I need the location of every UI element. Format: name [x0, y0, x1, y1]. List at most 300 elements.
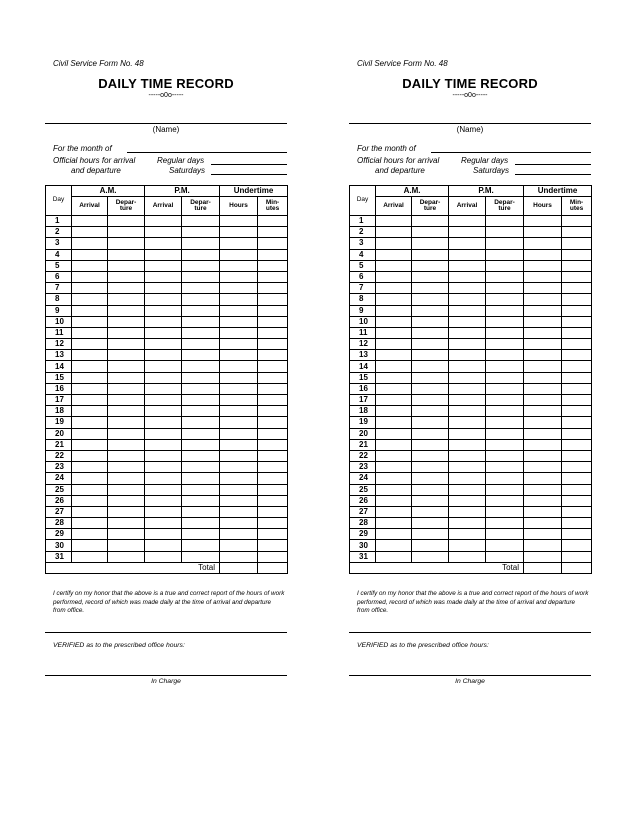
pm-arrival-cell[interactable]	[449, 406, 486, 417]
undertime-hours-cell[interactable]	[524, 294, 562, 305]
undertime-hours-cell[interactable]	[524, 439, 562, 450]
undertime-hours-cell[interactable]	[220, 350, 258, 361]
am-arrival-cell[interactable]	[72, 294, 108, 305]
am-arrival-cell[interactable]	[376, 450, 412, 461]
undertime-hours-cell[interactable]	[220, 462, 258, 473]
pm-departure-cell[interactable]	[486, 350, 524, 361]
pm-arrival-cell[interactable]	[145, 495, 182, 506]
am-arrival-cell[interactable]	[72, 518, 108, 529]
pm-departure-cell[interactable]	[486, 294, 524, 305]
am-departure-cell[interactable]	[108, 216, 145, 227]
am-departure-cell[interactable]	[108, 238, 145, 249]
am-arrival-cell[interactable]	[376, 227, 412, 238]
undertime-hours-cell[interactable]	[220, 339, 258, 350]
am-departure-cell[interactable]	[108, 350, 145, 361]
pm-departure-cell[interactable]	[182, 339, 220, 350]
undertime-minutes-cell[interactable]	[258, 495, 288, 506]
undertime-hours-cell[interactable]	[524, 238, 562, 249]
undertime-minutes-cell[interactable]	[258, 361, 288, 372]
pm-departure-cell[interactable]	[182, 271, 220, 282]
undertime-hours-cell[interactable]	[524, 395, 562, 406]
am-departure-cell[interactable]	[108, 495, 145, 506]
pm-departure-cell[interactable]	[486, 473, 524, 484]
total-minutes-cell[interactable]	[258, 562, 288, 573]
am-departure-cell[interactable]	[108, 327, 145, 338]
am-arrival-cell[interactable]	[376, 305, 412, 316]
pm-arrival-cell[interactable]	[449, 428, 486, 439]
am-departure-cell[interactable]	[108, 462, 145, 473]
undertime-hours-cell[interactable]	[524, 249, 562, 260]
pm-departure-cell[interactable]	[486, 529, 524, 540]
pm-arrival-cell[interactable]	[449, 506, 486, 517]
undertime-hours-cell[interactable]	[220, 495, 258, 506]
am-arrival-cell[interactable]	[72, 506, 108, 517]
am-departure-cell[interactable]	[412, 350, 449, 361]
undertime-minutes-cell[interactable]	[258, 260, 288, 271]
am-arrival-cell[interactable]	[72, 439, 108, 450]
am-departure-cell[interactable]	[412, 484, 449, 495]
undertime-hours-cell[interactable]	[220, 271, 258, 282]
am-arrival-cell[interactable]	[376, 383, 412, 394]
am-arrival-cell[interactable]	[72, 283, 108, 294]
undertime-minutes-cell[interactable]	[562, 294, 592, 305]
am-departure-cell[interactable]	[412, 417, 449, 428]
undertime-hours-cell[interactable]	[524, 529, 562, 540]
pm-arrival-cell[interactable]	[449, 540, 486, 551]
am-departure-cell[interactable]	[412, 305, 449, 316]
undertime-hours-cell[interactable]	[220, 249, 258, 260]
pm-arrival-cell[interactable]	[449, 439, 486, 450]
undertime-minutes-cell[interactable]	[258, 506, 288, 517]
in-charge-signature-line[interactable]	[45, 675, 287, 676]
pm-departure-cell[interactable]	[486, 540, 524, 551]
am-departure-cell[interactable]	[108, 339, 145, 350]
am-departure-cell[interactable]	[108, 249, 145, 260]
undertime-hours-cell[interactable]	[524, 551, 562, 562]
am-arrival-cell[interactable]	[72, 462, 108, 473]
undertime-minutes-cell[interactable]	[562, 216, 592, 227]
am-arrival-cell[interactable]	[72, 417, 108, 428]
pm-departure-cell[interactable]	[182, 518, 220, 529]
pm-arrival-cell[interactable]	[449, 361, 486, 372]
undertime-hours-cell[interactable]	[220, 551, 258, 562]
undertime-minutes-cell[interactable]	[562, 417, 592, 428]
pm-departure-cell[interactable]	[486, 518, 524, 529]
am-departure-cell[interactable]	[108, 506, 145, 517]
undertime-hours-cell[interactable]	[524, 227, 562, 238]
am-arrival-cell[interactable]	[376, 294, 412, 305]
saturdays-field-line[interactable]	[211, 174, 287, 175]
am-departure-cell[interactable]	[108, 529, 145, 540]
undertime-hours-cell[interactable]	[524, 372, 562, 383]
am-departure-cell[interactable]	[108, 260, 145, 271]
pm-departure-cell[interactable]	[486, 462, 524, 473]
am-departure-cell[interactable]	[412, 551, 449, 562]
pm-arrival-cell[interactable]	[145, 339, 182, 350]
pm-departure-cell[interactable]	[182, 495, 220, 506]
pm-arrival-cell[interactable]	[145, 238, 182, 249]
undertime-hours-cell[interactable]	[220, 305, 258, 316]
am-arrival-cell[interactable]	[376, 417, 412, 428]
pm-arrival-cell[interactable]	[145, 327, 182, 338]
undertime-minutes-cell[interactable]	[258, 238, 288, 249]
pm-arrival-cell[interactable]	[145, 350, 182, 361]
am-arrival-cell[interactable]	[376, 238, 412, 249]
am-arrival-cell[interactable]	[72, 271, 108, 282]
am-departure-cell[interactable]	[412, 383, 449, 394]
pm-departure-cell[interactable]	[182, 506, 220, 517]
pm-departure-cell[interactable]	[486, 551, 524, 562]
am-arrival-cell[interactable]	[376, 439, 412, 450]
pm-departure-cell[interactable]	[182, 294, 220, 305]
undertime-minutes-cell[interactable]	[562, 540, 592, 551]
am-arrival-cell[interactable]	[72, 395, 108, 406]
am-departure-cell[interactable]	[412, 473, 449, 484]
pm-arrival-cell[interactable]	[449, 238, 486, 249]
am-arrival-cell[interactable]	[72, 327, 108, 338]
undertime-hours-cell[interactable]	[220, 327, 258, 338]
am-departure-cell[interactable]	[108, 395, 145, 406]
undertime-hours-cell[interactable]	[524, 406, 562, 417]
am-departure-cell[interactable]	[412, 506, 449, 517]
am-departure-cell[interactable]	[412, 283, 449, 294]
undertime-minutes-cell[interactable]	[258, 428, 288, 439]
undertime-hours-cell[interactable]	[524, 283, 562, 294]
am-arrival-cell[interactable]	[376, 529, 412, 540]
pm-departure-cell[interactable]	[182, 249, 220, 260]
regular-days-field-line[interactable]	[515, 164, 591, 165]
pm-arrival-cell[interactable]	[145, 518, 182, 529]
undertime-minutes-cell[interactable]	[562, 249, 592, 260]
undertime-hours-cell[interactable]	[524, 350, 562, 361]
undertime-minutes-cell[interactable]	[258, 529, 288, 540]
pm-arrival-cell[interactable]	[449, 271, 486, 282]
pm-departure-cell[interactable]	[182, 238, 220, 249]
am-departure-cell[interactable]	[108, 417, 145, 428]
undertime-hours-cell[interactable]	[220, 383, 258, 394]
am-arrival-cell[interactable]	[376, 428, 412, 439]
am-departure-cell[interactable]	[108, 316, 145, 327]
undertime-hours-cell[interactable]	[524, 339, 562, 350]
am-arrival-cell[interactable]	[376, 271, 412, 282]
undertime-hours-cell[interactable]	[220, 406, 258, 417]
pm-departure-cell[interactable]	[182, 305, 220, 316]
am-arrival-cell[interactable]	[72, 238, 108, 249]
pm-arrival-cell[interactable]	[449, 417, 486, 428]
pm-arrival-cell[interactable]	[449, 518, 486, 529]
am-arrival-cell[interactable]	[72, 495, 108, 506]
am-arrival-cell[interactable]	[376, 339, 412, 350]
pm-arrival-cell[interactable]	[145, 361, 182, 372]
pm-arrival-cell[interactable]	[449, 462, 486, 473]
undertime-hours-cell[interactable]	[220, 260, 258, 271]
pm-departure-cell[interactable]	[486, 238, 524, 249]
pm-departure-cell[interactable]	[182, 260, 220, 271]
am-arrival-cell[interactable]	[72, 216, 108, 227]
pm-departure-cell[interactable]	[486, 439, 524, 450]
pm-arrival-cell[interactable]	[145, 551, 182, 562]
am-arrival-cell[interactable]	[376, 518, 412, 529]
pm-arrival-cell[interactable]	[449, 484, 486, 495]
pm-arrival-cell[interactable]	[145, 417, 182, 428]
saturdays-field-line[interactable]	[515, 174, 591, 175]
am-departure-cell[interactable]	[412, 294, 449, 305]
undertime-minutes-cell[interactable]	[562, 518, 592, 529]
undertime-minutes-cell[interactable]	[258, 327, 288, 338]
am-departure-cell[interactable]	[412, 540, 449, 551]
undertime-minutes-cell[interactable]	[258, 395, 288, 406]
pm-arrival-cell[interactable]	[449, 227, 486, 238]
undertime-minutes-cell[interactable]	[258, 271, 288, 282]
undertime-minutes-cell[interactable]	[258, 518, 288, 529]
pm-departure-cell[interactable]	[182, 283, 220, 294]
undertime-hours-cell[interactable]	[524, 506, 562, 517]
pm-departure-cell[interactable]	[182, 372, 220, 383]
undertime-hours-cell[interactable]	[220, 238, 258, 249]
am-arrival-cell[interactable]	[72, 473, 108, 484]
undertime-hours-cell[interactable]	[220, 361, 258, 372]
am-departure-cell[interactable]	[412, 518, 449, 529]
undertime-hours-cell[interactable]	[524, 327, 562, 338]
undertime-hours-cell[interactable]	[524, 361, 562, 372]
pm-departure-cell[interactable]	[486, 316, 524, 327]
am-departure-cell[interactable]	[108, 372, 145, 383]
am-departure-cell[interactable]	[108, 518, 145, 529]
undertime-minutes-cell[interactable]	[258, 417, 288, 428]
am-departure-cell[interactable]	[108, 406, 145, 417]
pm-arrival-cell[interactable]	[449, 249, 486, 260]
am-arrival-cell[interactable]	[72, 249, 108, 260]
am-departure-cell[interactable]	[412, 428, 449, 439]
undertime-hours-cell[interactable]	[524, 260, 562, 271]
am-departure-cell[interactable]	[108, 439, 145, 450]
am-departure-cell[interactable]	[108, 473, 145, 484]
am-arrival-cell[interactable]	[376, 484, 412, 495]
undertime-hours-cell[interactable]	[220, 417, 258, 428]
undertime-hours-cell[interactable]	[524, 305, 562, 316]
undertime-minutes-cell[interactable]	[258, 372, 288, 383]
undertime-hours-cell[interactable]	[524, 473, 562, 484]
am-arrival-cell[interactable]	[376, 551, 412, 562]
am-departure-cell[interactable]	[412, 439, 449, 450]
am-departure-cell[interactable]	[412, 216, 449, 227]
pm-arrival-cell[interactable]	[145, 383, 182, 394]
pm-arrival-cell[interactable]	[449, 495, 486, 506]
pm-departure-cell[interactable]	[182, 428, 220, 439]
undertime-minutes-cell[interactable]	[562, 395, 592, 406]
pm-arrival-cell[interactable]	[449, 305, 486, 316]
am-arrival-cell[interactable]	[72, 529, 108, 540]
undertime-minutes-cell[interactable]	[258, 439, 288, 450]
pm-arrival-cell[interactable]	[449, 395, 486, 406]
am-arrival-cell[interactable]	[72, 372, 108, 383]
total-minutes-cell[interactable]	[562, 562, 592, 573]
am-departure-cell[interactable]	[412, 316, 449, 327]
month-field-line[interactable]	[127, 152, 287, 153]
am-arrival-cell[interactable]	[72, 260, 108, 271]
pm-arrival-cell[interactable]	[145, 227, 182, 238]
undertime-hours-cell[interactable]	[524, 518, 562, 529]
undertime-hours-cell[interactable]	[524, 484, 562, 495]
pm-arrival-cell[interactable]	[145, 283, 182, 294]
undertime-minutes-cell[interactable]	[258, 473, 288, 484]
undertime-minutes-cell[interactable]	[258, 339, 288, 350]
undertime-minutes-cell[interactable]	[562, 316, 592, 327]
pm-arrival-cell[interactable]	[449, 529, 486, 540]
undertime-hours-cell[interactable]	[220, 450, 258, 461]
pm-departure-cell[interactable]	[182, 551, 220, 562]
am-departure-cell[interactable]	[412, 395, 449, 406]
am-departure-cell[interactable]	[108, 294, 145, 305]
am-arrival-cell[interactable]	[376, 350, 412, 361]
am-departure-cell[interactable]	[412, 227, 449, 238]
am-departure-cell[interactable]	[412, 238, 449, 249]
pm-departure-cell[interactable]	[486, 260, 524, 271]
undertime-minutes-cell[interactable]	[258, 484, 288, 495]
undertime-minutes-cell[interactable]	[258, 283, 288, 294]
name-field-line[interactable]	[45, 123, 287, 124]
am-departure-cell[interactable]	[412, 361, 449, 372]
am-departure-cell[interactable]	[412, 249, 449, 260]
pm-arrival-cell[interactable]	[449, 473, 486, 484]
pm-departure-cell[interactable]	[486, 339, 524, 350]
pm-departure-cell[interactable]	[182, 417, 220, 428]
pm-departure-cell[interactable]	[182, 529, 220, 540]
undertime-minutes-cell[interactable]	[562, 529, 592, 540]
undertime-minutes-cell[interactable]	[258, 249, 288, 260]
undertime-minutes-cell[interactable]	[562, 339, 592, 350]
month-field-line[interactable]	[431, 152, 591, 153]
pm-departure-cell[interactable]	[486, 428, 524, 439]
undertime-hours-cell[interactable]	[524, 417, 562, 428]
pm-departure-cell[interactable]	[486, 249, 524, 260]
undertime-minutes-cell[interactable]	[562, 227, 592, 238]
pm-arrival-cell[interactable]	[145, 406, 182, 417]
undertime-minutes-cell[interactable]	[562, 327, 592, 338]
undertime-minutes-cell[interactable]	[258, 305, 288, 316]
undertime-minutes-cell[interactable]	[562, 551, 592, 562]
undertime-minutes-cell[interactable]	[562, 450, 592, 461]
pm-departure-cell[interactable]	[182, 216, 220, 227]
pm-arrival-cell[interactable]	[449, 551, 486, 562]
pm-arrival-cell[interactable]	[145, 372, 182, 383]
pm-arrival-cell[interactable]	[449, 316, 486, 327]
undertime-hours-cell[interactable]	[220, 439, 258, 450]
pm-arrival-cell[interactable]	[449, 383, 486, 394]
undertime-hours-cell[interactable]	[524, 495, 562, 506]
undertime-hours-cell[interactable]	[524, 428, 562, 439]
pm-departure-cell[interactable]	[182, 383, 220, 394]
undertime-minutes-cell[interactable]	[562, 506, 592, 517]
am-arrival-cell[interactable]	[376, 395, 412, 406]
pm-arrival-cell[interactable]	[449, 294, 486, 305]
am-arrival-cell[interactable]	[376, 361, 412, 372]
pm-arrival-cell[interactable]	[145, 216, 182, 227]
pm-arrival-cell[interactable]	[145, 462, 182, 473]
undertime-hours-cell[interactable]	[220, 283, 258, 294]
pm-departure-cell[interactable]	[486, 327, 524, 338]
am-departure-cell[interactable]	[412, 462, 449, 473]
pm-departure-cell[interactable]	[182, 406, 220, 417]
pm-departure-cell[interactable]	[486, 417, 524, 428]
pm-departure-cell[interactable]	[182, 316, 220, 327]
signature-line[interactable]	[349, 632, 591, 633]
name-field-line[interactable]	[349, 123, 591, 124]
undertime-minutes-cell[interactable]	[562, 238, 592, 249]
pm-departure-cell[interactable]	[182, 361, 220, 372]
pm-departure-cell[interactable]	[486, 383, 524, 394]
pm-arrival-cell[interactable]	[449, 216, 486, 227]
pm-arrival-cell[interactable]	[449, 450, 486, 461]
signature-line[interactable]	[45, 632, 287, 633]
undertime-hours-cell[interactable]	[524, 540, 562, 551]
am-departure-cell[interactable]	[108, 540, 145, 551]
undertime-minutes-cell[interactable]	[562, 383, 592, 394]
am-departure-cell[interactable]	[108, 551, 145, 562]
undertime-minutes-cell[interactable]	[258, 551, 288, 562]
am-departure-cell[interactable]	[412, 372, 449, 383]
am-arrival-cell[interactable]	[72, 540, 108, 551]
undertime-minutes-cell[interactable]	[562, 439, 592, 450]
pm-arrival-cell[interactable]	[145, 305, 182, 316]
pm-arrival-cell[interactable]	[449, 260, 486, 271]
am-arrival-cell[interactable]	[72, 484, 108, 495]
pm-arrival-cell[interactable]	[145, 294, 182, 305]
undertime-hours-cell[interactable]	[524, 462, 562, 473]
pm-departure-cell[interactable]	[182, 473, 220, 484]
pm-departure-cell[interactable]	[182, 227, 220, 238]
pm-arrival-cell[interactable]	[145, 428, 182, 439]
pm-departure-cell[interactable]	[486, 227, 524, 238]
pm-departure-cell[interactable]	[486, 305, 524, 316]
pm-arrival-cell[interactable]	[145, 529, 182, 540]
undertime-hours-cell[interactable]	[524, 216, 562, 227]
pm-arrival-cell[interactable]	[449, 372, 486, 383]
pm-arrival-cell[interactable]	[145, 249, 182, 260]
pm-arrival-cell[interactable]	[145, 439, 182, 450]
pm-arrival-cell[interactable]	[145, 540, 182, 551]
pm-arrival-cell[interactable]	[145, 484, 182, 495]
am-arrival-cell[interactable]	[376, 473, 412, 484]
am-arrival-cell[interactable]	[376, 249, 412, 260]
undertime-minutes-cell[interactable]	[562, 305, 592, 316]
am-departure-cell[interactable]	[108, 361, 145, 372]
am-arrival-cell[interactable]	[376, 372, 412, 383]
am-departure-cell[interactable]	[412, 406, 449, 417]
undertime-minutes-cell[interactable]	[562, 372, 592, 383]
pm-departure-cell[interactable]	[182, 450, 220, 461]
pm-departure-cell[interactable]	[486, 283, 524, 294]
am-departure-cell[interactable]	[108, 428, 145, 439]
am-arrival-cell[interactable]	[72, 361, 108, 372]
am-departure-cell[interactable]	[412, 450, 449, 461]
pm-departure-cell[interactable]	[486, 484, 524, 495]
pm-arrival-cell[interactable]	[449, 350, 486, 361]
regular-days-field-line[interactable]	[211, 164, 287, 165]
pm-departure-cell[interactable]	[182, 439, 220, 450]
am-arrival-cell[interactable]	[376, 283, 412, 294]
am-arrival-cell[interactable]	[72, 551, 108, 562]
pm-arrival-cell[interactable]	[145, 316, 182, 327]
pm-departure-cell[interactable]	[182, 395, 220, 406]
undertime-hours-cell[interactable]	[220, 294, 258, 305]
undertime-hours-cell[interactable]	[220, 540, 258, 551]
undertime-minutes-cell[interactable]	[562, 350, 592, 361]
am-arrival-cell[interactable]	[72, 350, 108, 361]
undertime-hours-cell[interactable]	[220, 227, 258, 238]
am-arrival-cell[interactable]	[376, 327, 412, 338]
undertime-hours-cell[interactable]	[220, 428, 258, 439]
